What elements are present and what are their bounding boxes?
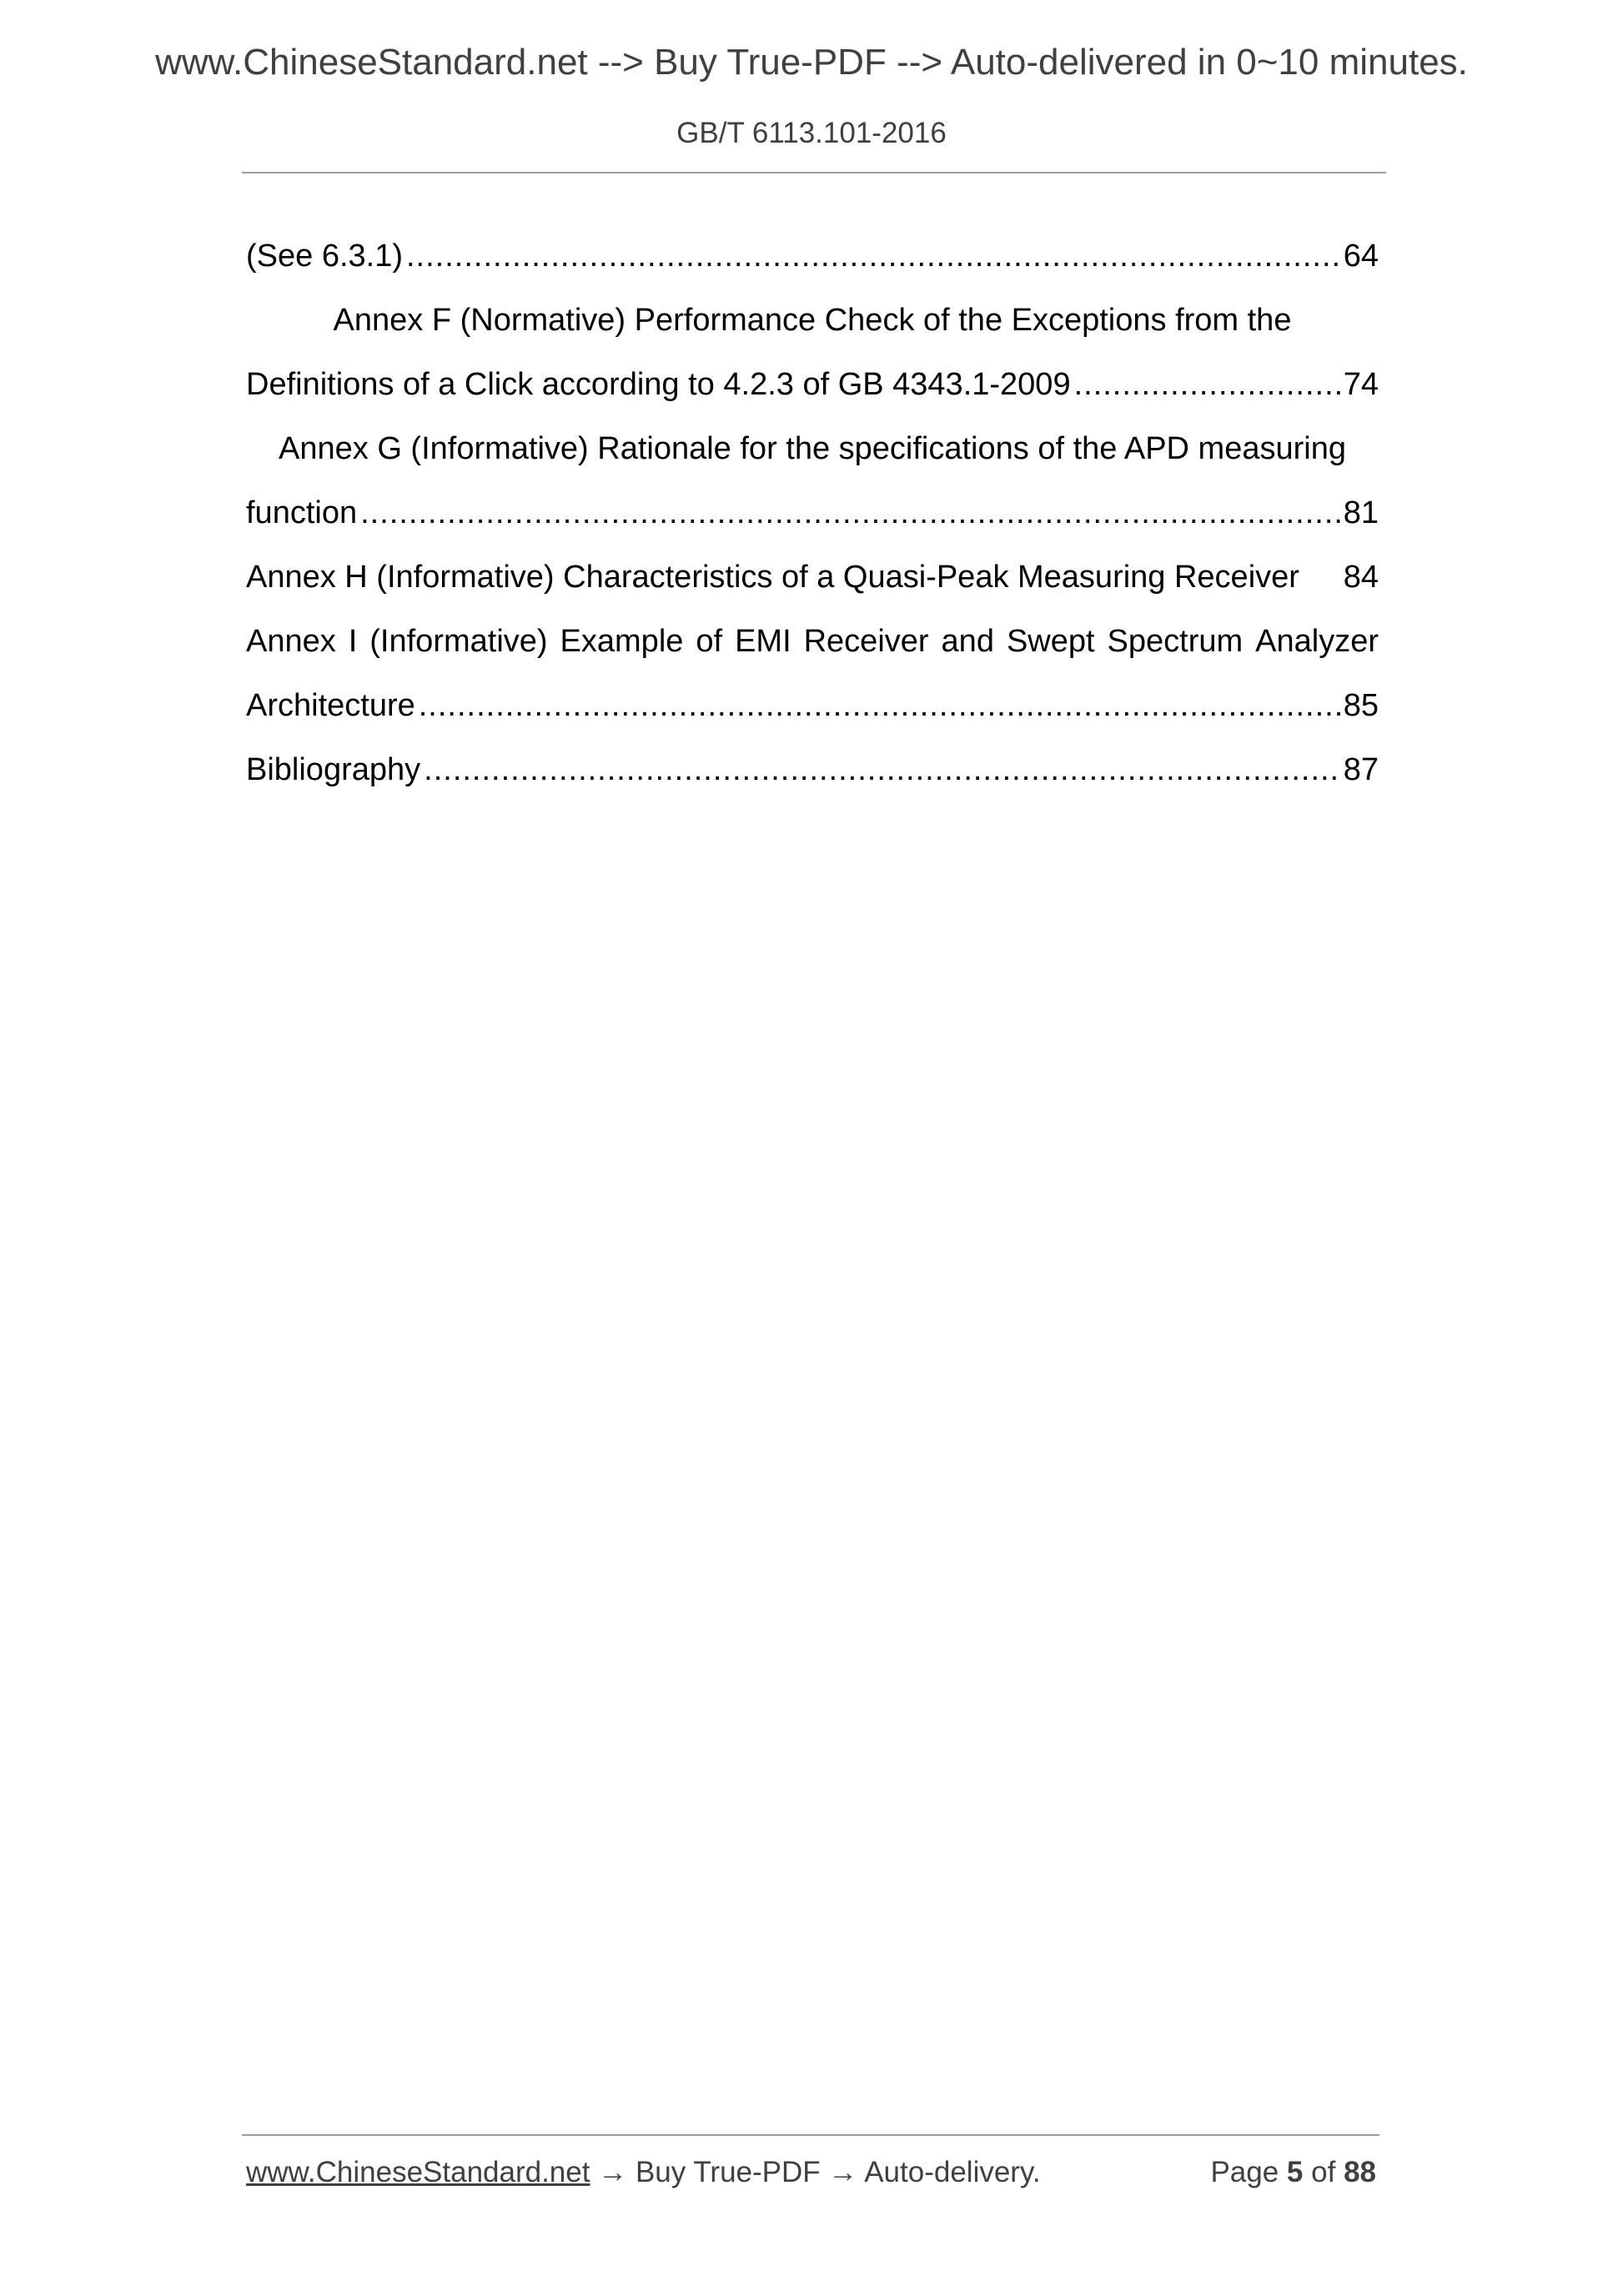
footer-buy-text: Buy True-PDF [635,2156,821,2188]
toc-entry-annex-f-line1[interactable] [246,294,1379,358]
footer-promo [246,2156,1041,2189]
toc-entry-label: Bibliography [246,752,421,787]
total-pages: 88 [1344,2156,1376,2188]
toc-entry-word: and [941,624,994,659]
toc-entry-page: 81 [1343,495,1379,530]
toc-entry-annex-h[interactable] [246,550,1379,615]
current-page: 5 [1286,2156,1304,2188]
toc-entry-bibliography[interactable] [246,743,1379,807]
document-code: GB/T 6113.101-2016 [676,117,947,149]
page-label: Page [1210,2156,1279,2188]
toc-entry-word: of [696,624,723,659]
arrow-right-icon: → [828,2156,858,2188]
toc-entry-page: 74 [1343,367,1379,402]
top-banner: www.ChineseStandard.net --> Buy True-PDF --> Auto-delivered in 0~10 minutes. [155,42,1468,83]
dot-leader [406,229,1340,283]
dot-leader [360,486,1340,540]
toc-entry-word: EMI [735,624,791,659]
arrow-right-icon: → [598,2156,628,2188]
toc-entry-label: Annex H (Informative) Characteristics of a Quasi-Peak Measuring Receiver [246,560,1299,595]
toc-entry-word: Receiver [803,624,929,659]
page-number [1210,2156,1376,2189]
toc-entry-page: 87 [1343,752,1379,787]
dot-leader [424,743,1340,796]
toc-entry-annex-f-line2[interactable] [246,358,1379,422]
footer-divider [242,2134,1379,2136]
toc-entry-word: I [348,624,358,659]
toc-entry-page: 64 [1343,239,1379,274]
of-label: of [1311,2156,1336,2188]
footer-delivery-text: Auto-delivery. [864,2156,1041,2188]
toc-entry-word: Annex [246,624,336,659]
toc-entry-annex-i-line1[interactable] [246,615,1379,679]
header-divider [242,172,1386,173]
toc-entry-label: (See 6.3.1) [246,239,403,274]
toc-entry-page: 84 [1343,560,1379,595]
toc-entry-word: Example [560,624,684,659]
toc-entry-word: Analyzer [1255,624,1379,659]
toc-entry-word: Swept [1006,624,1095,659]
toc-entry-label: Annex F (Normative) Performance Check of the Exceptions from the [333,303,1292,338]
toc-entry-label: Architecture [246,688,415,723]
toc-entry-page: 85 [1343,688,1379,723]
table-of-contents [246,229,1379,807]
toc-entry-annex-g-line2[interactable] [246,486,1379,550]
toc-entry-label: Annex G (Informative) Rationale for the specifications of the APD measuring [279,431,1346,466]
dot-leader [419,679,1340,732]
toc-entry-annex-g-line1[interactable] [246,422,1379,486]
dot-leader [1074,358,1340,411]
footer-site-link[interactable]: www.ChineseStandard.net [246,2156,590,2188]
toc-entry-annex-i-line2[interactable] [246,679,1379,743]
toc-entry-word: Spectrum [1107,624,1244,659]
toc-entry-label: function [246,495,358,530]
toc-entry-label: Definitions of a Click according to 4.2.3 of GB 4343.1-2009 [246,367,1071,402]
toc-entry-word: (Informative) [369,624,548,659]
toc-entry-see-6-3-1[interactable] [246,229,1379,294]
